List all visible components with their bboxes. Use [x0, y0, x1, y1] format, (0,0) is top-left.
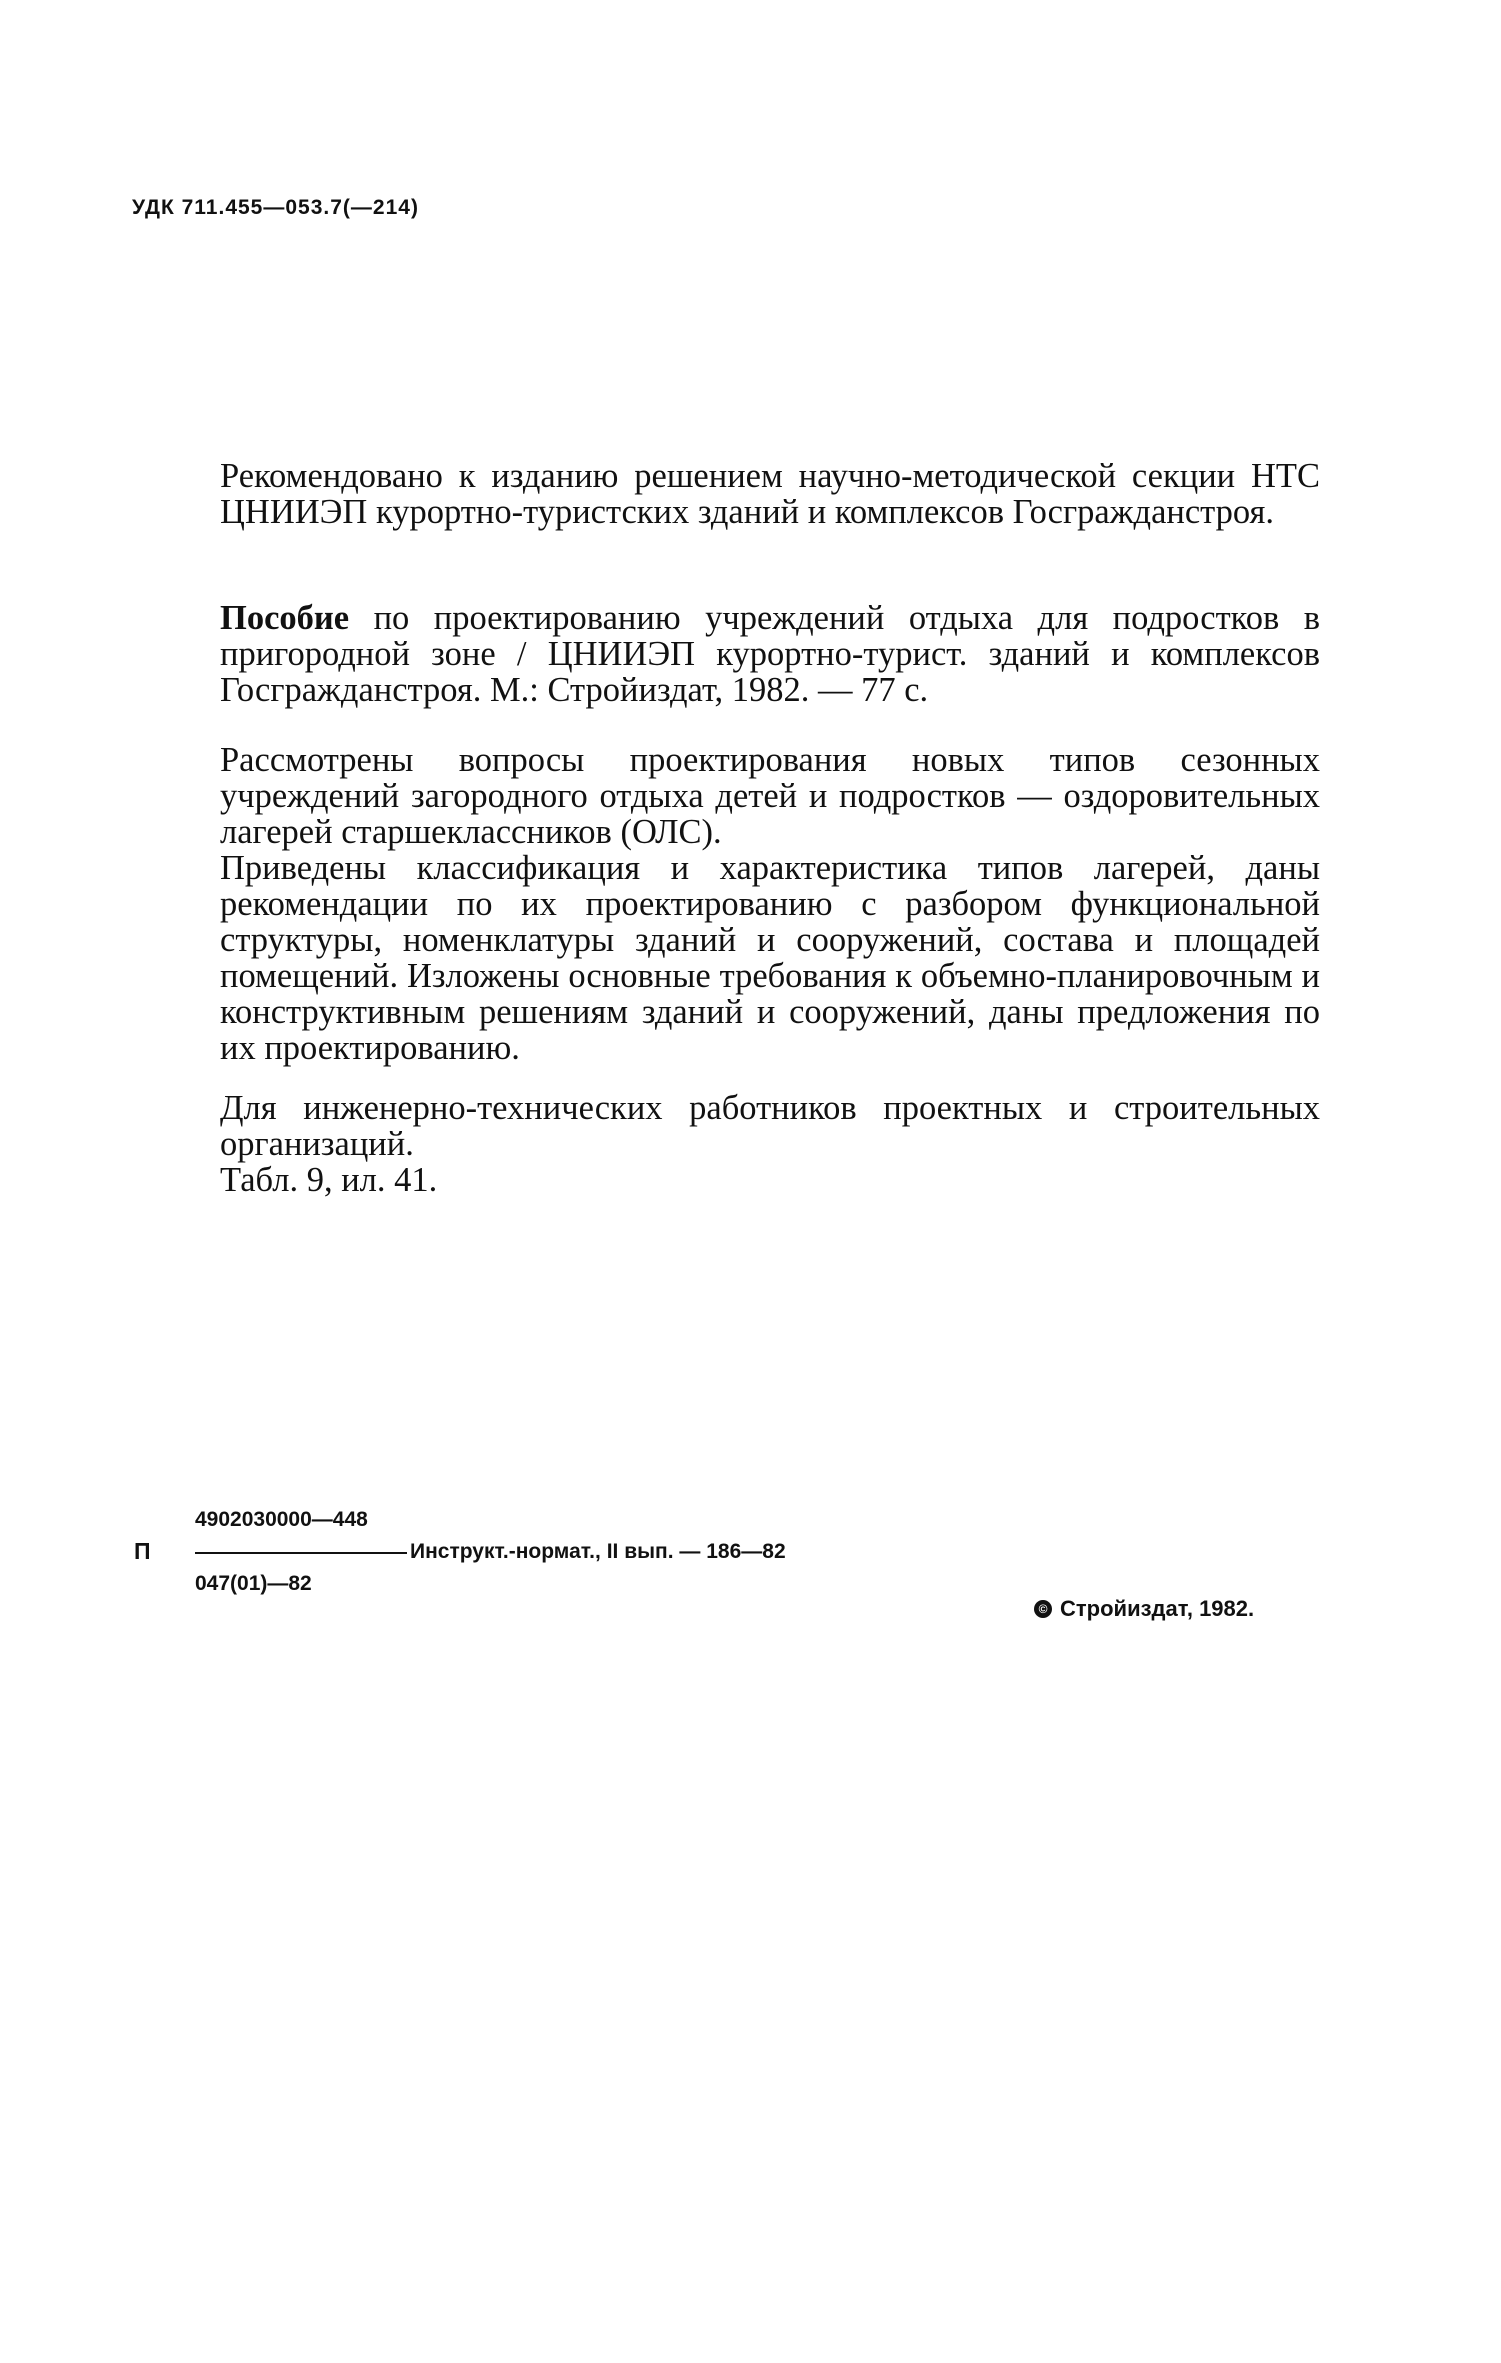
- bibliography-title: Пособие: [220, 599, 350, 637]
- tables-illustrations-count: Табл. 9, ил. 41.: [220, 1161, 438, 1199]
- bibliography-details: по проектированию учреждений отдыха для подростков в пригородной зоне / ЦНИИЭП курортно-турист. зданий и комплексов Госгражданстроя. М.: Стройиздат, 1982. — 77 с.: [220, 599, 1320, 709]
- bibliography-block: [220, 600, 1320, 708]
- copyright-text: Стройиздат, 1982.: [1060, 1596, 1255, 1621]
- copyright-icon: ©: [1034, 1600, 1052, 1618]
- imprint-letter: П: [134, 1538, 151, 1564]
- imprint-fraction-line: [195, 1552, 407, 1554]
- abstract-paragraph: Приведены классификация и характеристика типов лагерей, даны рекомендации по их проектированию с разбором функциональной структуры, номенклатуры зданий и сооружений, состава и площадей помещений. Изложены основные требования к объемно-планировочным и конструктивным решениям зданий и сооружений, даны предложения по их проектированию.: [220, 849, 1320, 1067]
- udk-code: УДК 711.455—053.7(—214): [132, 196, 419, 219]
- audience-text: Для инженерно-технических работников проектных и строительных организаций.: [220, 1089, 1320, 1163]
- imprint-code-top: 4902030000—448: [195, 1508, 368, 1531]
- imprint-code-bottom: 047(01)—82: [195, 1572, 312, 1595]
- copyright-notice: [1034, 1596, 1254, 1622]
- abstract-block: [220, 742, 1320, 1066]
- recommendation-text: Рекомендовано к изданию решением научно-методической секции НТС ЦНИИЭП курортно-туристских зданий и комплексов Госгражданстроя.: [220, 457, 1320, 531]
- audience-block: [220, 1090, 1320, 1198]
- bibliography-entry: [220, 600, 1320, 708]
- imprint-series: Инструкт.-нормат., II вып. — 186—82: [410, 1540, 786, 1563]
- recommendation-block: [220, 458, 1320, 530]
- abstract-paragraph: Рассмотрены вопросы проектирования новых типов сезонных учреждений загородного отдыха детей и подростков — оздоровительных лагерей старшеклассников (ОЛС).: [220, 741, 1320, 851]
